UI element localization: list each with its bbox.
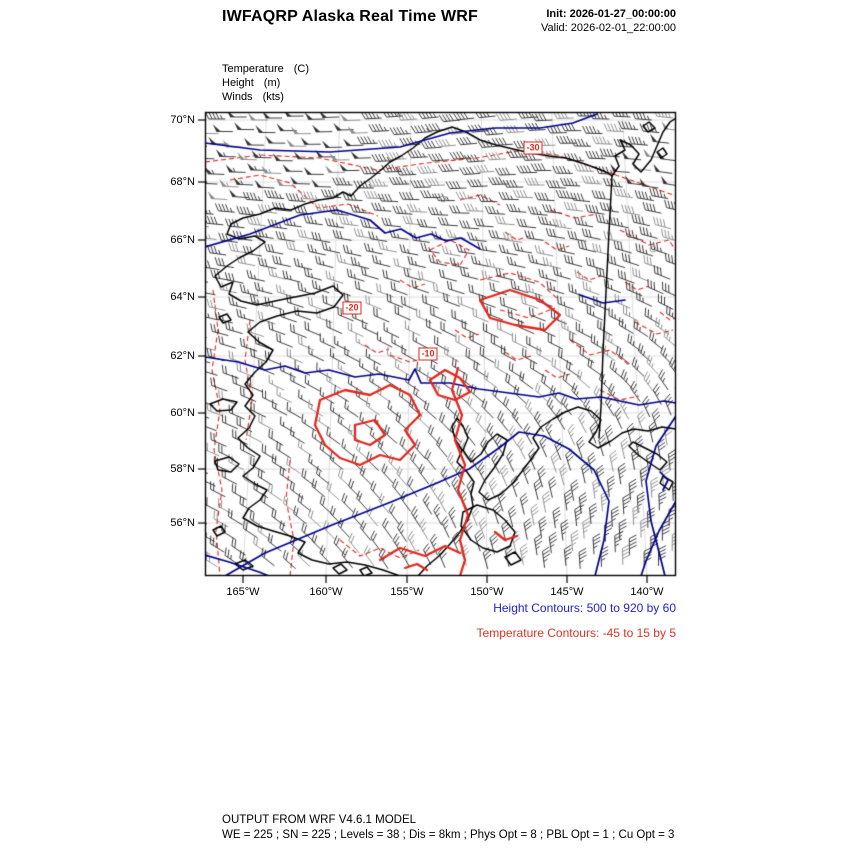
lon-tick-label: 145°W bbox=[550, 586, 584, 598]
lat-tick-label: 60°N bbox=[170, 407, 195, 419]
valid-time bbox=[541, 21, 676, 35]
parameter-name: Temperature bbox=[222, 63, 284, 75]
lat-tick-label: 68°N bbox=[170, 176, 195, 188]
footer-line2: WE = 225 ; SN = 225 ; Levels = 38 ; Dis = 8km ; Phys Opt = 8 ; PBL Opt = 1 ; Cu Opt = 3 bbox=[222, 828, 675, 841]
init-value: 2026-01-27_00:00:00 bbox=[569, 8, 676, 20]
lat-tick-label: 62°N bbox=[170, 350, 195, 362]
parameter-unit: (m) bbox=[263, 77, 281, 89]
lon-tick-label: 155°W bbox=[390, 586, 424, 598]
lat-tick-label: 66°N bbox=[170, 234, 195, 246]
parameter-row bbox=[222, 62, 309, 76]
parameter-legend bbox=[222, 62, 309, 104]
temperature-contour-label: -10 bbox=[418, 348, 437, 361]
lon-tick-label: 165°W bbox=[226, 586, 260, 598]
model-footer bbox=[222, 813, 674, 842]
temperature-contour-label: -30 bbox=[523, 142, 542, 155]
valid-value: 2026-02-01_22:00:00 bbox=[570, 22, 676, 34]
lat-tick-label: 64°N bbox=[170, 291, 195, 303]
parameter-name: Height bbox=[222, 77, 254, 89]
temperature-contour-legend: Temperature Contours: -45 to 15 by 5 bbox=[476, 626, 676, 640]
lon-tick-label: 140°W bbox=[630, 586, 664, 598]
init-label: Init: bbox=[546, 8, 567, 20]
lat-tick-label: 70°N bbox=[170, 114, 195, 126]
valid-label: Valid: bbox=[541, 22, 568, 34]
temperature-contour-label: -20 bbox=[342, 302, 361, 315]
parameter-row bbox=[222, 90, 309, 104]
init-time bbox=[541, 7, 676, 21]
parameter-unit: (kts) bbox=[262, 91, 284, 103]
height-contour-legend: Height Contours: 500 to 920 by 60 bbox=[493, 601, 676, 615]
run-times bbox=[541, 7, 676, 35]
lat-tick-label: 56°N bbox=[170, 517, 195, 529]
page-title: IWFAQRP Alaska Real Time WRF bbox=[221, 8, 479, 25]
lon-tick-label: 150°W bbox=[470, 586, 504, 598]
parameter-row bbox=[222, 76, 309, 90]
lon-tick-label: 160°W bbox=[309, 586, 343, 598]
parameter-unit: (C) bbox=[293, 63, 310, 75]
lat-tick-label: 58°N bbox=[170, 463, 195, 475]
parameter-name: Winds bbox=[222, 91, 253, 103]
footer-line1: OUTPUT FROM WRF V4.6.1 MODEL bbox=[222, 814, 417, 826]
